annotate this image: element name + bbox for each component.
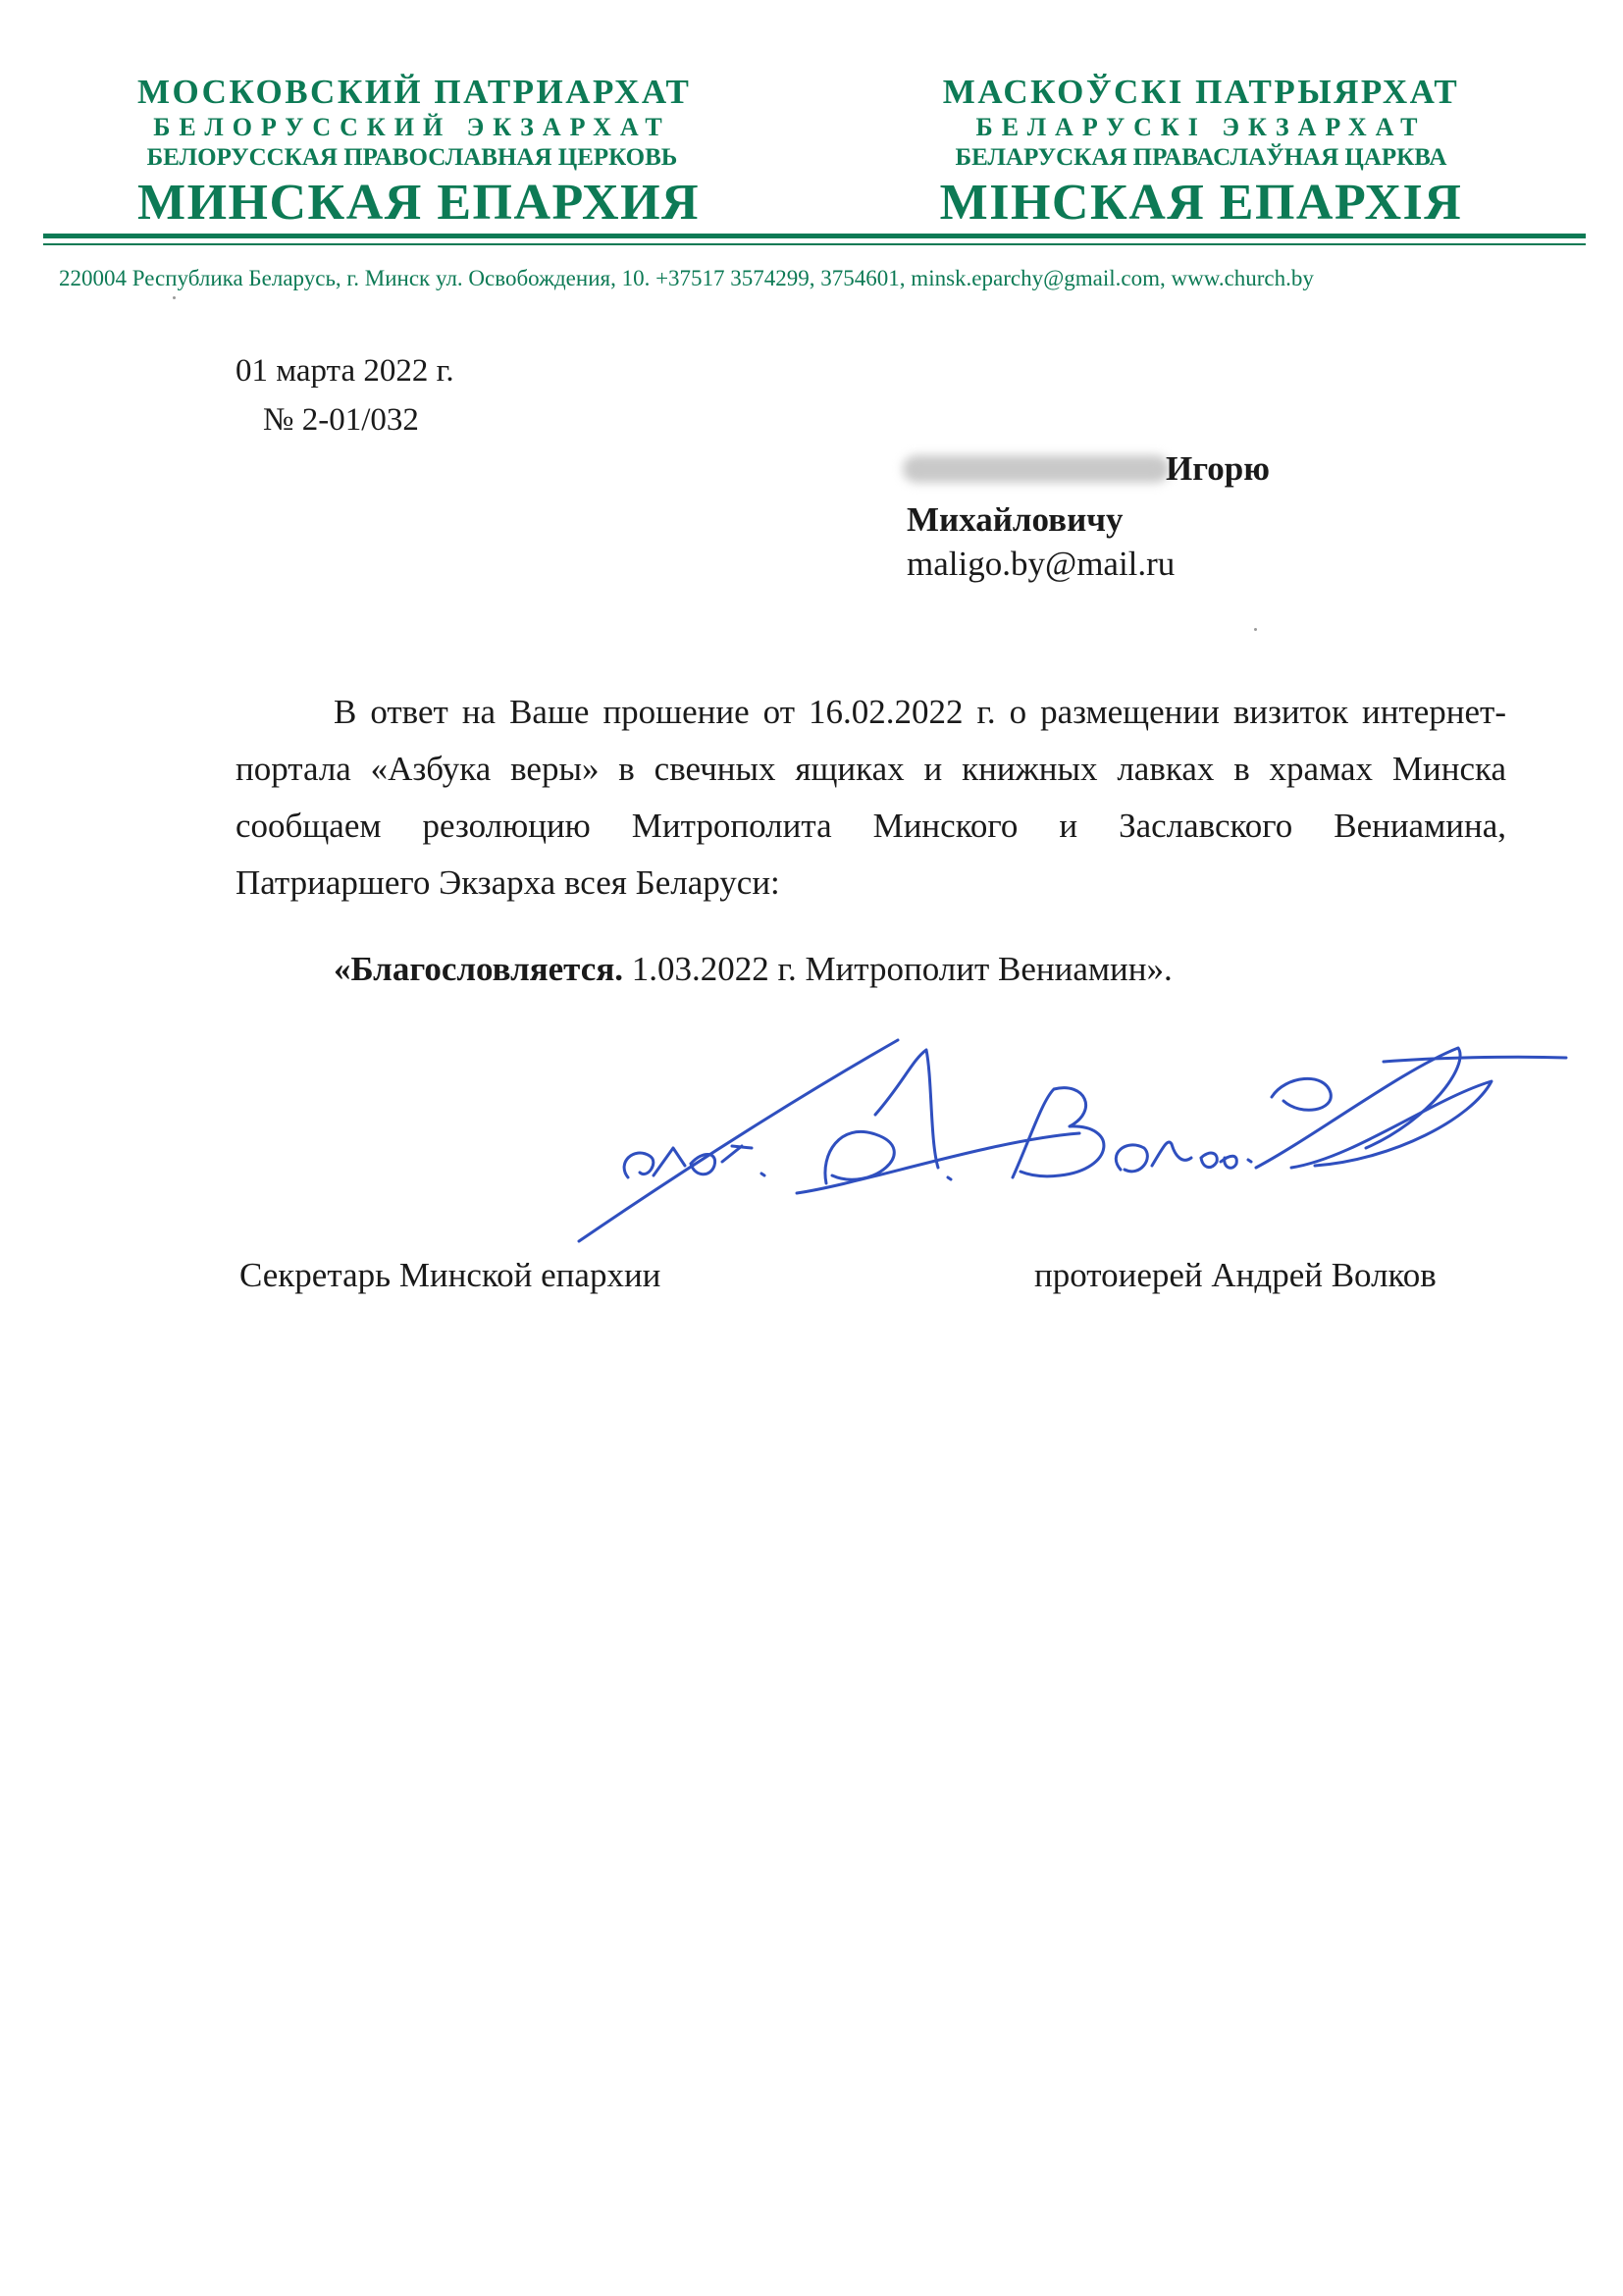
document-date: 01 марта 2022 г. [236,353,454,389]
recipient-patronymic: Михайловичу [907,500,1124,539]
letter-body-paragraph: В ответ на Ваше прошение от 16.02.2022 г. о размещении визиток интернет-портала «Азбука веры» в свечных ящиках и книжных лавках в храмах Минска сообщаем резолюцию Митрополита Минского и Заславского Вениамина, Патриаршего Экзарха всея Беларуси: [236,693,1506,902]
resolution-quote [334,950,1173,989]
letterhead-eparchy: МИНСКАЯ ЕПАРХИЯ [137,175,701,231]
letterhead-exarchate: БЕЛОРУССКИЙ ЭКЗАРХАТ [153,113,671,141]
letterhead-patriarchate: МОСКОВСКИЙ ПАТРИАРХАТ [137,73,692,111]
letterhead-divider-thick [43,234,1586,238]
handwritten-signature [569,1020,1570,1256]
scan-speck [173,296,176,299]
resolution-bold-word: «Благословляется. [334,950,624,988]
letterhead-contacts: 220004 Республика Беларусь, г. Минск ул. Освобождения, 10. +37517 3574299, 3754601, minsk.eparchy@gmail.com, www.church.by [59,266,1314,290]
letterhead-belarusian [936,73,1466,232]
resolution-rest: 1.03.2022 г. Митрополит Вениамин». [623,950,1173,988]
recipient-email: maligo.by@mail.ru [907,545,1176,583]
letterhead-divider-thin [43,243,1586,245]
letterhead-exarchate-by: БЕЛАРУСКІ ЭКЗАРХАТ [975,113,1427,141]
letterhead-church: БЕЛОРУССКАЯ ПРАВОСЛАВНАЯ ЦЕРКОВЬ [146,144,678,171]
letterhead-russian [137,73,701,232]
redacted-surname [903,455,1170,483]
letterhead-church-by: БЕЛАРУСКАЯ ПРАВАСЛАЎНАЯ ЦАРКВА [955,144,1447,171]
letterhead-eparchy-by: МІНСКАЯ ЕПАРХІЯ [939,175,1463,231]
scan-speck [1254,628,1257,631]
document-number: № 2-01/032 [263,402,419,438]
recipient-first-name: Игорю [1166,449,1270,488]
letterhead-patriarchate-by: МАСКОЎСКІ ПАТРЫЯРХАТ [942,73,1460,111]
signatory-position: Секретарь Минской епархии [239,1256,661,1294]
signatory-name: протоиерей Андрей Волков [1034,1256,1437,1294]
